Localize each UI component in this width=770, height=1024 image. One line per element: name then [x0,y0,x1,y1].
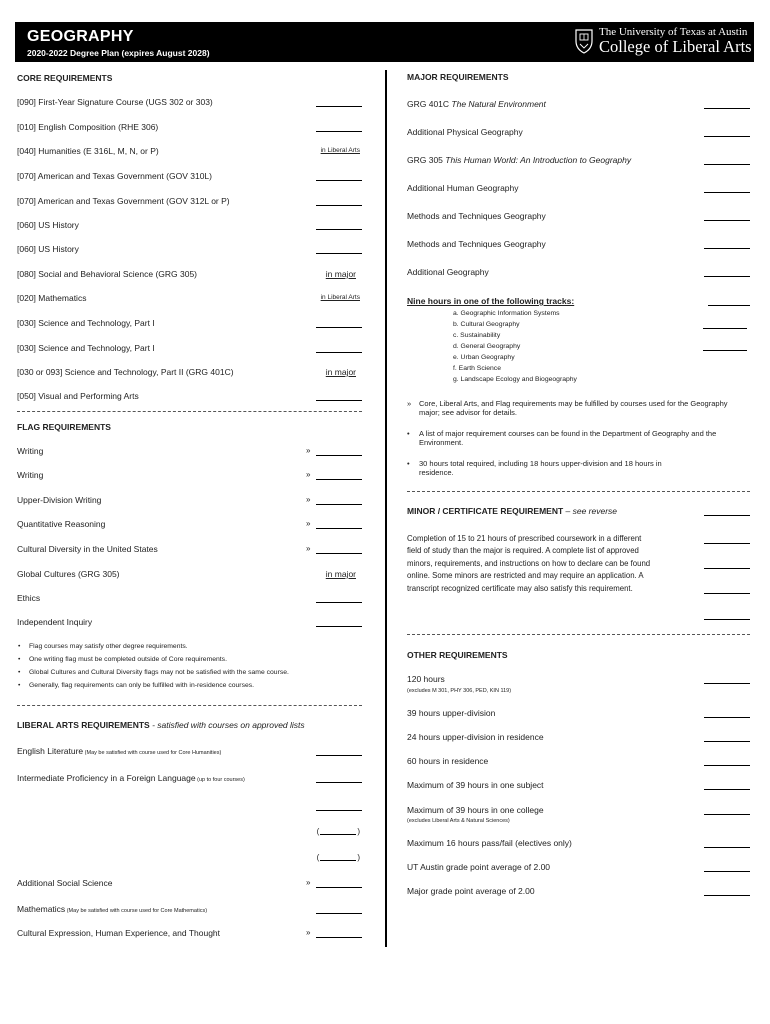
minor-see-reverse: see reverse [572,506,618,516]
track-item: g. Landscape Ecology and Biogeography [453,376,577,383]
flag-row [17,544,362,558]
flag-row-label: Ethics [17,593,41,603]
flag-marker: » [306,544,311,553]
flag-row-label: Quantitative Reasoning [17,519,106,529]
core-row-label: [030] Science and Technology, Part I [17,318,155,328]
other-row [407,862,750,876]
language-paren-blank[interactable]: ( ) [316,853,360,862]
flag-row-tag: in major [325,569,356,579]
tracks-blank[interactable] [703,350,747,351]
core-blank[interactable] [316,180,362,181]
core-row-label: [060] US History [17,220,79,230]
other-row-label: 24 hours upper-division in residence [407,732,544,742]
liberal-language-label: Intermediate Proficiency in a Foreign Language [17,773,196,783]
flag-blank[interactable] [316,626,362,627]
other-row [407,805,750,819]
other-row-label: 39 hours upper-division [407,708,496,718]
header-banner [15,22,754,62]
flag-blank[interactable] [306,519,362,528]
major-row [407,155,750,169]
liberal-social-label: Additional Social Science [17,878,113,888]
minor-blank[interactable] [704,568,750,569]
language-blank[interactable] [316,810,362,811]
liberal-math-note: (May be satisfied with course used for Core Mathematics) [65,908,208,914]
liberal-row-social [17,878,362,892]
other-blank[interactable] [704,814,750,815]
core-blank[interactable] [316,253,362,254]
flag-row [17,495,362,509]
other-row-label: Maximum 16 hours pass/fail (electives only) [407,838,572,848]
core-row-label: [030] Science and Technology, Part I [17,343,155,353]
flag-blank[interactable] [306,495,362,504]
note-text: 30 hours total required, including 18 hours upper-division and 18 hours in residence. [419,459,662,477]
core-row-tag: in Liberal Arts [320,147,360,154]
minor-blank[interactable] [704,515,750,516]
core-blank[interactable] [316,229,362,230]
major-blank[interactable] [704,248,750,249]
core-row-label: [030 or 093] Science and Technology, Part II (GRG 401C) [17,367,234,377]
core-row [17,196,362,210]
liberal-blank[interactable] [316,755,362,756]
note-text: A list of major requirement courses can be found in the Department of Geography and the Environment. [419,429,717,447]
major-blank[interactable] [704,108,750,109]
liberal-row-paren [17,827,362,841]
major-row-code: Additional Physical Geography [407,127,523,137]
flag-marker: » [306,928,311,937]
flag-row-label: Global Cultures (GRG 305) [17,569,120,579]
minor-heading-row [407,506,750,520]
core-row [17,391,362,405]
liberal-english-note: (May be satisfied with course used for Core Humanities) [83,750,222,756]
minor-blank[interactable] [704,593,750,594]
flag-row-label: Cultural Diversity in the United States [17,544,158,554]
flag-marker: » [306,878,311,887]
liberal-arts-heading [17,720,305,730]
core-row-label: [020] Mathematics [17,293,87,303]
liberal-blank[interactable] [306,878,362,887]
core-row-label: [090] First-Year Signature Course (UGS 302 or 303) [17,97,213,107]
liberal-row-english [17,746,362,760]
liberal-language-note: (up to four courses) [195,777,245,783]
track-item: e. Urban Geography [453,354,515,361]
other-row-label: Major grade point average of 2.00 [407,886,535,896]
track-item: a. Geographic Information Systems [453,310,560,317]
liberal-row-culture [17,928,362,942]
university-name: The University of Texas at Austin [599,26,748,38]
flag-row [17,593,362,607]
core-row [17,318,362,332]
other-blank[interactable] [704,765,750,766]
flag-row [17,569,362,583]
other-blank[interactable] [704,683,750,684]
flag-blank[interactable] [306,544,362,553]
note-bullet: » [407,399,412,408]
flag-blank[interactable] [306,446,362,455]
liberal-row-language-extra [17,801,362,815]
core-row-label: [040] Humanities (E 316L, M, N, or P) [17,146,159,156]
flag-blank[interactable] [316,602,362,603]
flag-blank[interactable] [306,470,362,479]
note-bullet: • [407,459,410,468]
core-row [17,343,362,357]
college-name: College of Liberal Arts [599,37,752,56]
core-row [17,146,362,160]
core-blank[interactable] [316,106,362,107]
column-divider [385,70,387,947]
core-blank[interactable] [316,400,362,401]
other-blank[interactable] [704,871,750,872]
liberal-math-label: Mathematics [17,904,66,914]
liberal-row-language [17,773,362,787]
major-blank[interactable] [704,276,750,277]
liberal-blank[interactable] [306,928,362,937]
major-row [407,183,750,197]
other-row-label: Maximum of 39 hours in one subject [407,780,544,790]
flag-note: • Generally, flag requirements can only be fulfilled with in-residence courses. [17,679,362,692]
liberal-english-label: English Literature [17,746,84,756]
track-item: d. General Geography [453,343,521,350]
tracks-heading: Nine hours in one of the following tracks: [407,296,575,306]
other-blank[interactable] [704,895,750,896]
page-title: GEOGRAPHY [27,28,134,45]
major-row-code: Additional Geography [407,267,489,277]
major-row-title: This Human World: An Introduction to Geography [445,155,632,165]
major-row-code: GRG 401C [407,99,452,109]
core-row [17,269,362,283]
other-row [407,708,750,722]
core-row [17,220,362,234]
major-blank[interactable] [704,164,750,165]
flag-note: • One writing flag must be completed outside of Core requirements. [17,653,362,666]
other-row [407,732,750,746]
core-requirements-heading: CORE REQUIREMENTS [17,73,113,83]
other-blank[interactable] [704,847,750,848]
flag-row-label: Writing [17,446,44,456]
core-row-tag: in Liberal Arts [320,294,360,301]
core-blank[interactable] [316,205,362,206]
liberal-culture-label: Cultural Expression, Human Experience, and Thought [17,928,221,938]
core-row [17,367,362,381]
major-row-code: GRG 305 [407,155,446,165]
tracks-blank[interactable] [703,328,747,329]
other-requirements-heading: OTHER REQUIREMENTS [407,650,508,660]
language-blank[interactable] [316,782,362,783]
flag-marker: » [306,446,311,455]
liberal-arts-title-note: - satisfied with courses on approved lists [149,720,305,730]
flag-requirements-heading: FLAG REQUIREMENTS [17,422,111,432]
major-requirements-heading: MAJOR REQUIREMENTS [407,72,509,82]
liberal-row-paren [17,853,362,867]
liberal-arts-title: LIBERAL ARTS REQUIREMENTS [17,720,150,730]
flag-marker: » [306,495,311,504]
core-row [17,244,362,258]
flag-note: • Flag courses may satisfy other degree requirements. [17,640,362,653]
flag-row [17,519,362,533]
flag-marker: » [306,519,311,528]
other-row-note: (excludes Liberal Arts & Natural Sciences) [407,818,510,824]
other-row [407,674,750,688]
major-row [407,211,750,225]
section-divider [407,491,750,492]
minor-description: Completion of 15 to 21 hours of prescribed coursework in a different field of study than the major is required. A complete list of approved minors, requirements, and instructions on how to declare can be found online. Some minors are restricted and may require an application. A transcript recognized certificate may also satisfy this requirement. [407,534,651,593]
other-row-label: Maximum of 39 hours in one college [407,805,544,815]
minor-blank[interactable] [704,619,750,620]
flag-row [17,470,362,484]
flag-row [17,446,362,460]
language-paren-blank[interactable]: ( ) [316,827,360,836]
other-row [407,838,750,852]
tracks-blank[interactable] [708,305,750,306]
minor-dash: – [563,506,573,516]
flag-row-label: Independent Inquiry [17,617,93,627]
core-row-tag: in major [325,269,356,279]
page-subtitle: 2020-2022 Degree Plan (expires August 2028) [27,48,210,58]
core-row [17,171,362,185]
major-row [407,239,750,253]
note-text: Core, Liberal Arts, and Flag requirements may be fulfilled by courses used for the Geography major; see advisor for details. [419,399,728,417]
core-row [17,293,362,307]
major-blank[interactable] [704,136,750,137]
core-blank[interactable] [316,352,362,353]
flag-notes [17,640,362,692]
major-row-code: Methods and Techniques Geography [407,239,546,249]
other-blank[interactable] [704,741,750,742]
other-blank[interactable] [704,789,750,790]
note-bullet: • [407,429,410,438]
minor-blank[interactable] [704,543,750,544]
major-row [407,127,750,141]
tracks-list [453,308,577,385]
major-row-title: The Natural Environment [451,99,546,109]
liberal-row-math [17,904,362,918]
major-row [407,99,750,113]
flag-note: • Global Cultures and Cultural Diversity flags may not be satisfied with the same course. [17,666,362,679]
other-row-note: (excludes M 301, PHY 306, PED, KIN 119) [407,688,512,694]
other-row [407,780,750,794]
flag-row-label: Upper-Division Writing [17,495,102,505]
section-divider [17,411,362,412]
flag-row [17,617,362,631]
flag-row-label: Writing [17,470,44,480]
major-row-code: Additional Human Geography [407,183,519,193]
other-row-label: 60 hours in residence [407,756,489,766]
core-row [17,97,362,111]
flag-marker: » [306,470,311,479]
major-row-code: Methods and Techniques Geography [407,211,546,221]
other-row-label: 120 hours [407,674,445,684]
core-blank[interactable] [316,131,362,132]
core-row-label: [050] Visual and Performing Arts [17,391,139,401]
section-divider [17,705,362,706]
university-seal-icon [574,27,594,54]
track-item: f. Earth Science [453,365,501,372]
minor-title: MINOR / CERTIFICATE REQUIREMENT [407,506,564,516]
major-row [407,267,750,281]
core-row-label: [060] US History [17,244,79,254]
major-blank[interactable] [704,220,750,221]
track-item: c. Sustainability [453,332,501,339]
other-blank[interactable] [704,717,750,718]
core-row-label: [010] English Composition (RHE 306) [17,122,159,132]
core-row [17,122,362,136]
major-note [407,399,747,417]
track-item: b. Cultural Geography [453,321,520,328]
major-blank[interactable] [704,192,750,193]
section-divider [407,634,750,635]
major-note [407,459,747,477]
core-blank[interactable] [316,327,362,328]
minor-heading [407,506,617,516]
core-row-tag: in major [325,367,356,377]
major-note [407,429,747,447]
other-row [407,886,750,900]
other-row-label: UT Austin grade point average of 2.00 [407,862,551,872]
core-row-label: [080] Social and Behavioral Science (GRG 305) [17,269,198,279]
core-row-label: [070] American and Texas Government (GOV 312L or P) [17,196,230,206]
liberal-blank[interactable] [316,913,362,914]
core-row-label: [070] American and Texas Government (GOV 310L) [17,171,212,181]
other-row [407,756,750,770]
